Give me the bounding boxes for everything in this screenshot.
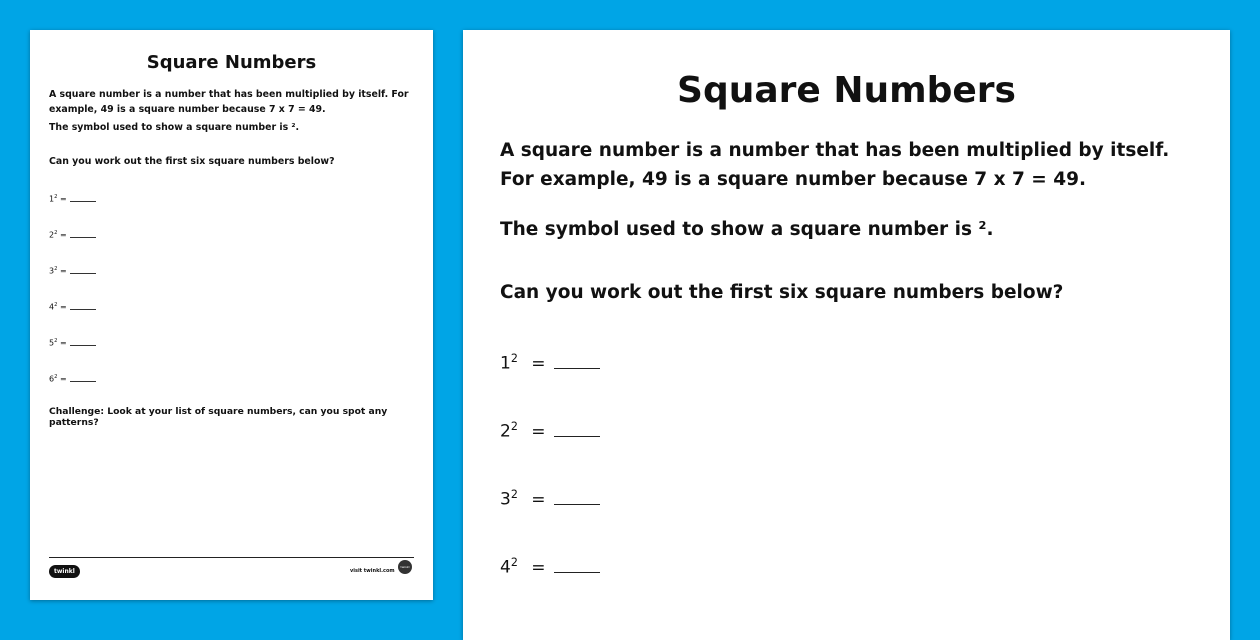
footer-divider (49, 557, 414, 558)
exercise-exponent: 2 (510, 420, 518, 433)
exercise-row (49, 226, 414, 262)
worksheet-title: Square Numbers (146, 52, 317, 73)
equals-sign: = (59, 266, 67, 276)
equals-sign: = (531, 353, 546, 374)
symbol-text: The symbol used to show a square number is ². (49, 122, 300, 133)
equals-sign: = (531, 557, 546, 578)
intro-text: A square number is a number that has been multiplied by itself. For example, 49 is a square number because 7 x 7 = 49. (49, 89, 409, 115)
exercise-base: 5 (49, 338, 55, 348)
worksheet-thumbnail (30, 30, 433, 600)
exercise-row (500, 414, 1193, 482)
question-text: Can you work out the first six square numbers below? (49, 156, 335, 167)
challenge-text: Challenge: Look at your list of square numbers, can you spot any patterns? (49, 406, 388, 428)
question-text: Can you work out the first six square numbers below? (500, 282, 1064, 303)
visit-link[interactable]: visit twinkl.com (350, 568, 395, 574)
equals-sign: = (531, 421, 546, 442)
exercise-base: 6 (49, 374, 55, 384)
exercise-exponent: 2 (54, 374, 58, 380)
exercise-row (500, 346, 1193, 414)
exercise-base: 1 (49, 194, 55, 204)
exercise-row (500, 550, 1193, 618)
answer-blank[interactable] (554, 422, 600, 437)
answer-blank[interactable] (554, 490, 600, 505)
exercise-base: 2 (500, 421, 511, 442)
exercise-base: 2 (49, 230, 55, 240)
exercise-base: 4 (49, 302, 55, 312)
exercise-exponent: 2 (54, 230, 58, 236)
equals-sign: = (59, 374, 67, 384)
exercise-exponent: 2 (510, 556, 518, 569)
exercise-exponent: 2 (54, 266, 58, 272)
exercise-exponent: 2 (54, 338, 58, 344)
answer-blank[interactable] (70, 301, 96, 310)
worksheet-zoomed (463, 30, 1230, 640)
exercise-row (49, 370, 414, 406)
symbol-text: The symbol used to show a square number is ². (500, 219, 994, 240)
exercise-base: 1 (500, 353, 511, 374)
exercise-row (49, 298, 414, 334)
answer-blank[interactable] (70, 373, 96, 382)
equals-sign: = (59, 230, 67, 240)
exercise-base: 3 (500, 489, 511, 510)
answer-blank[interactable] (554, 558, 600, 573)
exercise-exponent: 2 (54, 302, 58, 308)
exercise-row (49, 190, 414, 226)
exercise-row (500, 482, 1193, 550)
equals-sign: = (59, 302, 67, 312)
equals-sign: = (59, 338, 67, 348)
equals-sign: = (59, 194, 67, 204)
exercise-exponent: 2 (510, 488, 518, 501)
answer-blank[interactable] (70, 337, 96, 346)
brand-logo: twinkl (49, 565, 80, 578)
answer-blank[interactable] (70, 229, 96, 238)
exercise-row (49, 262, 414, 298)
worksheet-title: Square Numbers (677, 70, 1016, 111)
answer-blank[interactable] (70, 193, 96, 202)
answer-blank[interactable] (70, 265, 96, 274)
badge-icon: twinkl (398, 560, 412, 574)
exercise-base: 3 (49, 266, 55, 276)
exercise-exponent: 2 (54, 194, 58, 200)
exercise-base: 4 (500, 557, 511, 578)
exercise-exponent: 2 (510, 352, 518, 365)
intro-text: A square number is a number that has been multiplied by itself. For example, 49 is a square number because 7 x 7 = 49. (500, 140, 1170, 190)
equals-sign: = (531, 489, 546, 510)
exercise-row (49, 334, 414, 370)
answer-blank[interactable] (554, 354, 600, 369)
